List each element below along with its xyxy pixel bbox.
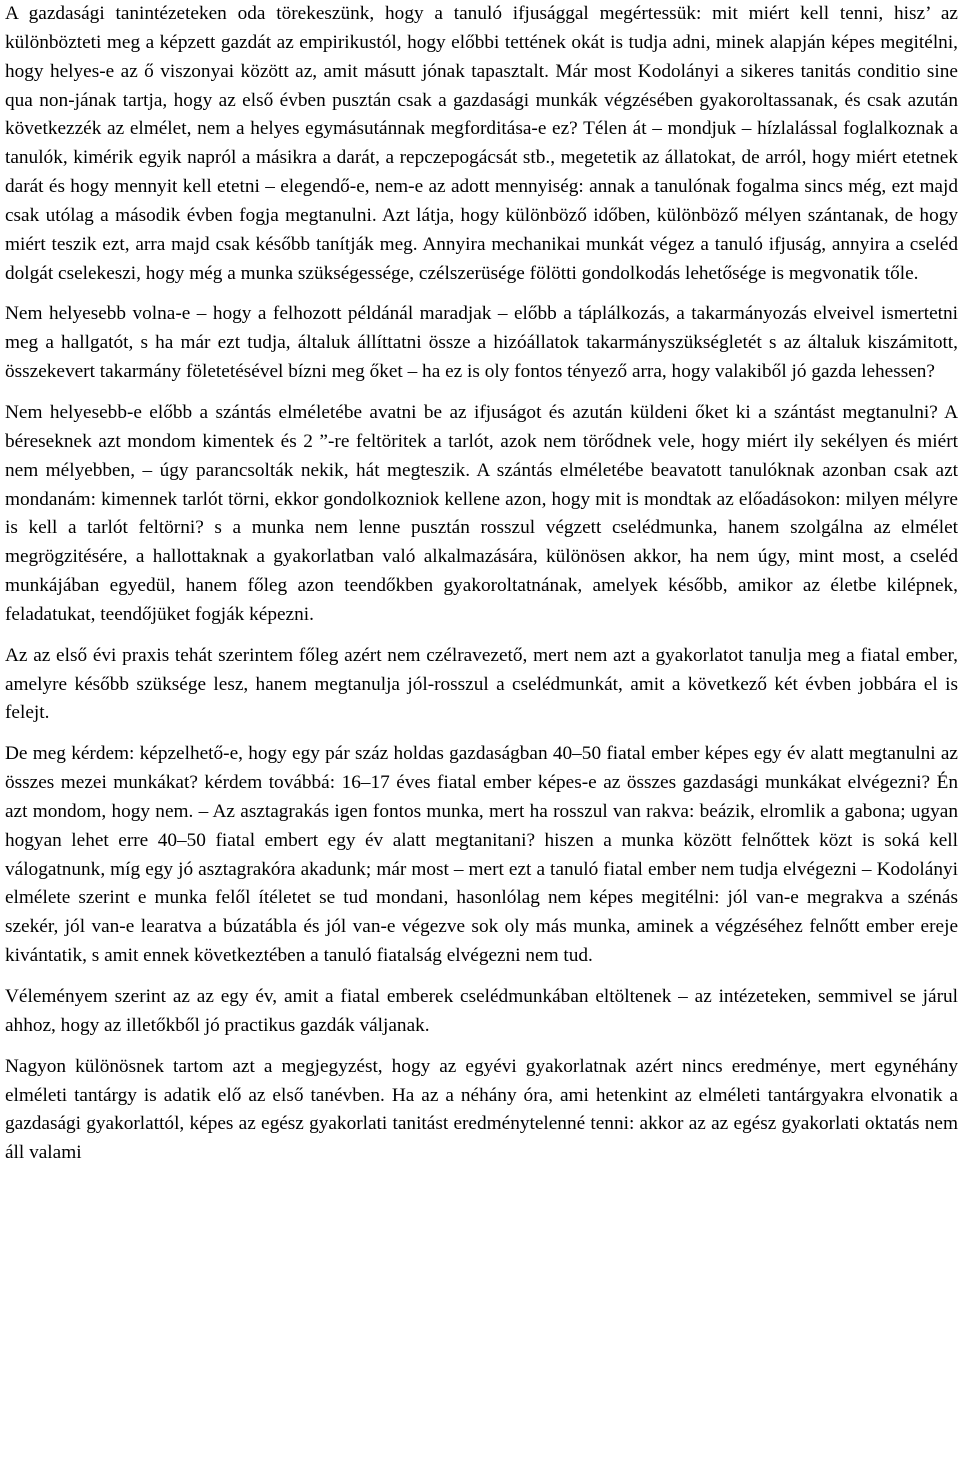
paragraph-5: De meg kérdem: képzelhető-e, hogy egy pár száz holdas gazdaságban 40–50 fiatal ember képes egy év alatt megtanulni az összes mezei munkákat? kérdem továbbá: 16–17 éves fiatal ember képes-e az összes gazdasági munkákat elvégezni? Én azt mondom, hogy nem. – Az asztagrakás igen fontos munka, mert ha rosszul van rakva: beázik, elromlik a gabona; ugyan hogyan lehet erre 40–50 fiatal embert egy év alatt megtanitani? hiszen a munka között felnőttek közt is soká kell válogatnunk, míg egy jó asztagrakóra akadunk; már most – mert ezt a tanuló fiatal ember nem tudja elvégezni – Kodolányi elmélete szerint e munka felől ítéletet se tud mondani, hasonlólag nem képes megitélni: jól van-e megrakva a szénás szekér, jól van-e learatva a búzatábla és jól van-e végezve sok oly más munka, aminek a végzéséhez felnőtt ember ereje kivántatik, s amit ennek következtében a tanuló fiatalság elvégezni nem tud. bbox=[5, 743, 958, 967]
paragraph-6: Véleményem szerint az az egy év, amit a fiatal emberek cselédmunkában eltöltenek – az intézeteken, semmivel se járul ahhoz, hogy az illetőkből jó practikus gazdák váljanak. bbox=[5, 986, 958, 1036]
paragraph-1: A gazdasági tanintézeteken oda törekeszünk, hogy a tanuló ifjusággal megértessük: mit miért kell tenni, hisz’ az különbözteti meg a képzett gazdát az empirikustól, hogy előbbi tettének okát is tudja adni, minek alapján képes megitélni, hogy helyes-e az ő viszonyai között az, amit másutt jónak tapasztalt. Már most Kodolányi a sikeres tanitás conditio sine qua non-jának tartja, hogy az első évben pusztán csak a gazdasági munkák végzésében gyakoroltassanak, és csak azután következzék az elmélet, nem a helyes egymásutánnak megforditása-e ez? Télen át – mondjuk – hízlalással foglalkoznak a tanulók, kimérik egyik napról a másikra a darát, a repczepogácsát stb., megetetik az állatokat, de arról, hogy miért etetnek darát és hogy mennyit kell etetni – elegendő-e, nem-e az adott mennyiség: annak a tanulónak fogalma sincs még, ezt majd csak utólag a második évben fogja megtanulni. Azt látja, hogy különböző időben, különböző mélyen szántanak, de hogy miért teszik ezt, arra majd csak később tanítják meg. Annyira mechanikai munkát végez a tanuló ifjuság, annyira a cseléd dolgát cselekeszi, hogy még a munka szükségessége, czélszerüsége fölötti gondolkodás lehetősége is megvonatik tőle. bbox=[5, 3, 958, 284]
paragraph-2: Nem helyesebb volna-e – hogy a felhozott példánál maradjak – előbb a táplálkozás, a takarmányozás elveivel ismertetni meg a hallgatót, s ha már ezt tudja, általuk állíttatni össze a hizóállatok takarmányszükségletét s az általuk kiszámitott, összekevert takarmány föletetésével bízni meg őket – ha ez is oly fontos tényező arra, hogy valakiből jó gazda lehessen? bbox=[5, 303, 958, 383]
paragraph-4: Az az első évi praxis tehát szerintem főleg azért nem czélravezető, mert nem azt a gyakorlatot tanulja meg a fiatal ember, amelyre később szüksége lesz, hanem megtanulja jól-rosszul a cselédmunkát, amit a következő két évben jobbára el is felejt. bbox=[5, 644, 958, 724]
paragraph-7: Nagyon különösnek tartom azt a megjegyzést, hogy az egyévi gyakorlatnak azért nincs eredménye, mert egynéhány elméleti tantárgy is adatik elő az első tanévben. Ha az a néhány óra, ami hetenkint az elméleti tantárgyakra elvonatik a gazdasági gyakorlattól, képes az egész gyakorlati tanitást eredménytelenné tenni: akkor az az egész gyakorlati oktatás nem áll valami bbox=[5, 1055, 958, 1164]
paragraph-3: Nem helyesebb-e előbb a szántás elméletébe avatni be az ifjuságot és azután küldeni őket ki a szántást megtanulni? A béreseknek azt mondom kimentek és 2 ”-re feltöritek a tarlót, azok nem törődnek vele, hogy miért ily sekélyen és miért nem mélyebben, – úgy parancsolták nekik, hát megteszik. A szántás elméletébe beavatott tanulóknak azonban csak azt mondanám: kimennek tarlót törni, ekkor gondolkozniok kellene azon, hogy mit is mondtak az előadásokon: milyen mélyre is kell a tarlót feltörni? s a munka nem lenne pusztán rosszul végzett cselédmunka, hanem szolgálna az elmélet megrögzitésére, a hallottaknak a gyakorlatban való alkalmazására, különösen akkor, ha nem úgy, mint most, a cseléd munkájában egyedül, hanem főleg azon teendőkben gyakoroltatnának, amelyek később, amikor az életbe kilépnek, feladatukat, teendőjüket fogják képezni. bbox=[5, 401, 958, 625]
